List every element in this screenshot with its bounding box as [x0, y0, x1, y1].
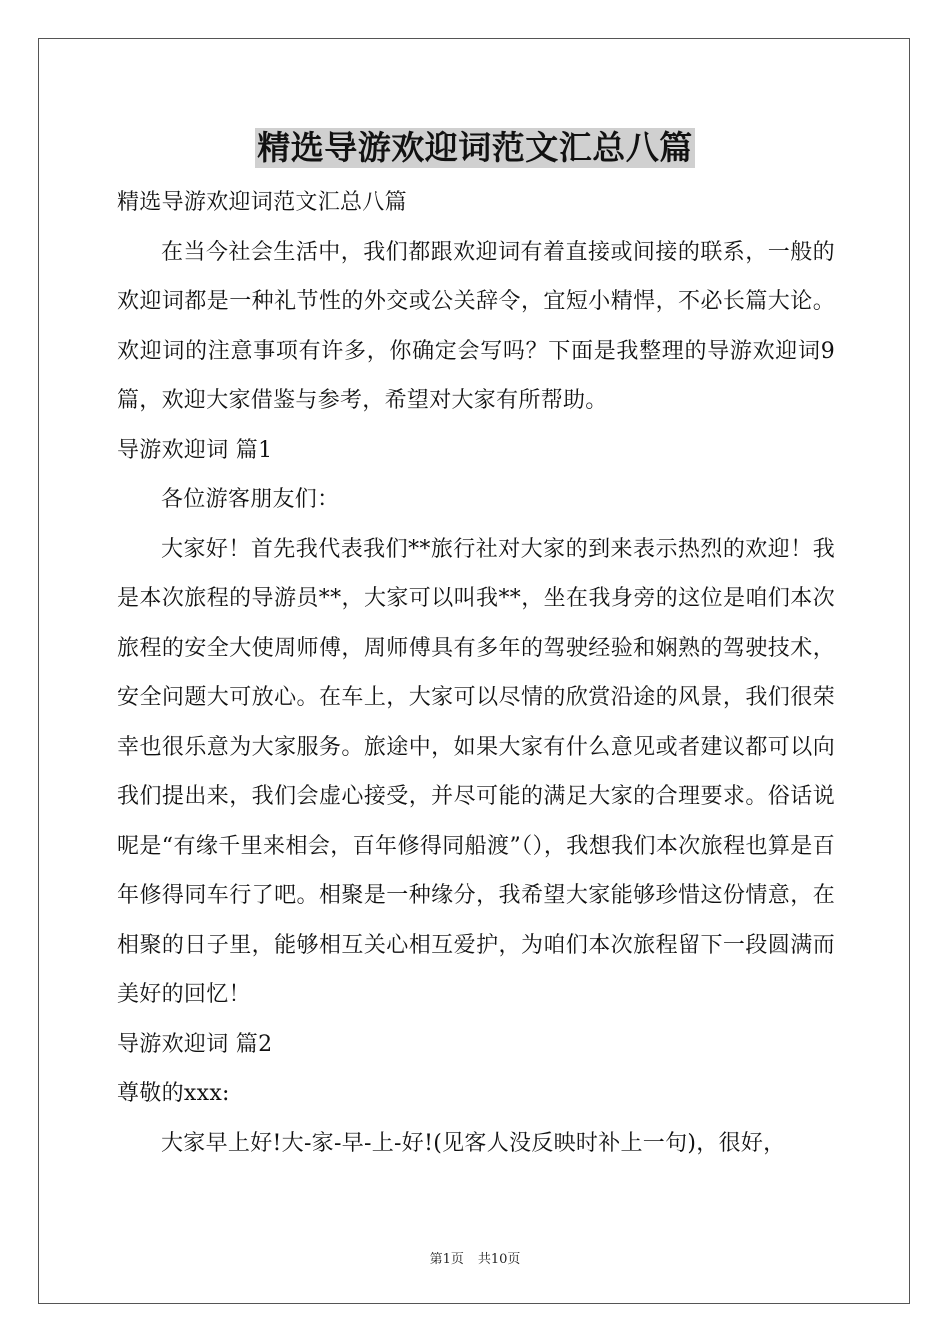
page-total: 共10页 [477, 1252, 521, 1267]
page-number: 第1页 [429, 1252, 464, 1267]
document-title: 精选导游欢迎词范文汇总八篇 [257, 128, 693, 167]
section-heading-2: 导游欢迎词 篇2 [117, 1031, 273, 1057]
document-body [117, 178, 835, 1168]
section-2-body: 大家早上好!大-家-早-上-好!(见客人没反映时补上一句)，很好， [161, 1130, 786, 1156]
title-block [0, 128, 950, 168]
document-subtitle: 精选导游欢迎词范文汇总八篇 [117, 190, 407, 215]
section-heading-1: 导游欢迎词 篇1 [117, 437, 273, 463]
intro-paragraph: 在当今社会生活中，我们都跟欢迎词有着直接或间接的联系，一般的欢迎词都是一种礼节性的外交或公关辞令，宜短小精悍，不必长篇大论。欢迎词的注意事项有许多，你确定会写吗？下面是我整理的导游欢迎词9篇，欢迎大家借鉴与参考，希望对大家有所帮助。 [117, 239, 835, 413]
page-footer [0, 1248, 950, 1267]
section-1-body: 大家好！首先我代表我们**旅行社对大家的到来表示热烈的欢迎！我是本次旅程的导游员**，大家可以叫我**，坐在我身旁的这位是咱们本次旅程的安全大使周师傅，周师傅具有多年的驾驶经验和娴熟的驾驶技术，安全问题大可放心。在车上，大家可以尽情的欣赏沿途的风景，我们很荣幸也很乐意为大家服务。旅途中，如果大家有什么意见或者建议都可以向我们提出来，我们会虚心接受，并尽可能的满足大家的合理要求。俗话说呢是“有缘千里来相会，百年修得同船渡”（），我想我们本次旅程也算是百年修得同车行了吧。相聚是一种缘分，我希望大家能够珍惜这份情意，在相聚的日子里，能够相互关心相互爱护，为咱们本次旅程留下一段圆满而美好的回忆！ [117, 536, 835, 1007]
section-1-greeting: 各位游客朋友们： [161, 487, 340, 512]
section-2-greeting: 尊敬的xxx: [117, 1081, 230, 1106]
